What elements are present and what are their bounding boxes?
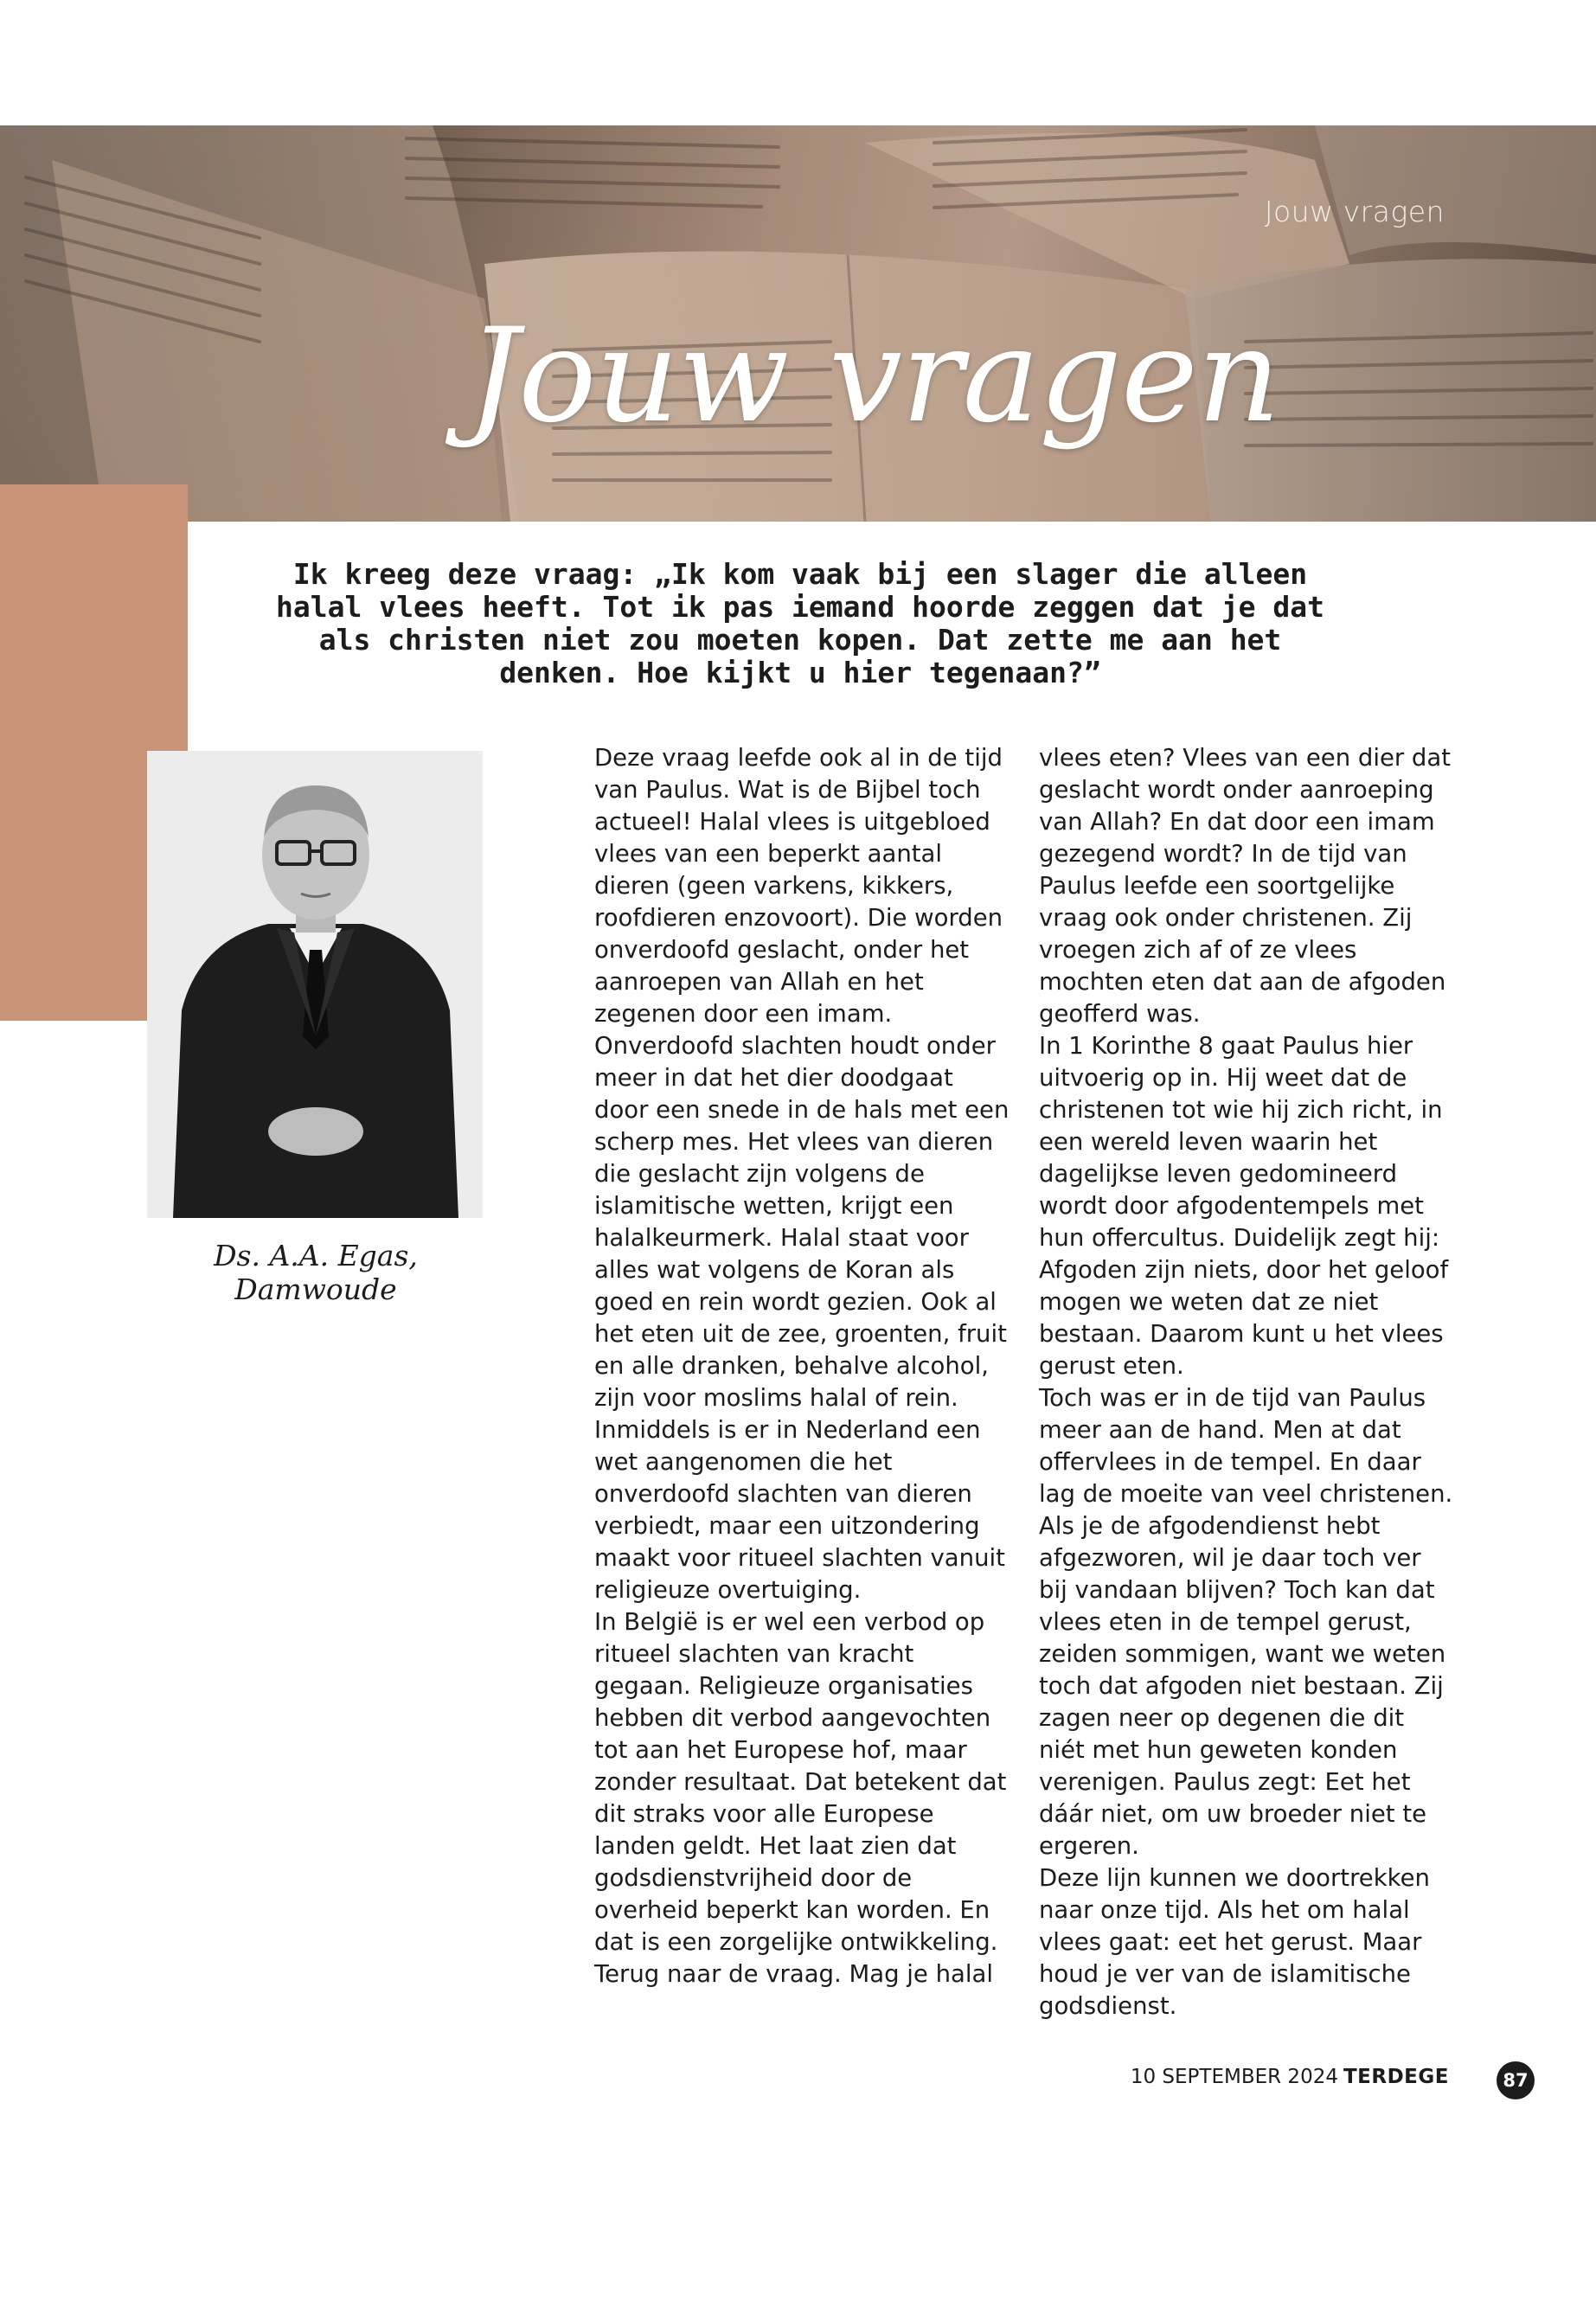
paragraph: Inmiddels is er in Nederland een wet aangenomen die het onverdoofd slachten van dieren verbiedt, maar een uitzondering maakt voor ritueel slachten vanuit religieuze overtuiging. [594, 1416, 1005, 1604]
page-title: Jouw vragen [467, 301, 1280, 452]
issue-date: 10 SEPTEMBER 2024 [1130, 2066, 1338, 2088]
paragraph: In 1 Korinthe 8 gaat Paulus hier uitvoerig op in. Hij weet dat de christenen tot wie hij zich richt, in een wereld leven waarin het dagelijkse leven gedomineerd wordt door afgodentempels met hun offercultus. Duidelijk zegt hij: Afgoden zijn niets, door het geloof mogen we weten dat ze niet bestaan. Daarom kunt u het vlees gerust eten. [1039, 1032, 1449, 1380]
page-number: 87 [1497, 2061, 1535, 2099]
magazine-name: TERDEGE [1343, 2066, 1449, 2088]
paragraph: Deze lijn kunnen we doortrekken naar onze tijd. Als het om halal vlees gaat: eet het gerust. Maar houd je ver van de islamitische godsdienst. [1039, 1864, 1430, 2020]
page-footer [1107, 2066, 1449, 2088]
paragraph: Toch was er in de tijd van Paulus meer aan de hand. Men at dat offervlees in de tempel. En daar lag de moeite van veel christenen. Als je de afgodendienst hebt afgezworen, wil je daar toch ver bij vandaan blijven? Toch kan dat vlees eten in de tempel gerust, zeiden sommigen, want we weten toch dat afgoden niet bestaan. Zij zagen neer op degenen die dit niét met hun geweten konden verenigen. Paulus zegt: Eet het dáár niet, om uw broeder niet te ergeren. [1039, 1384, 1453, 1860]
article-column-1 [594, 742, 1010, 1990]
paragraph: vlees eten? Vlees van een dier dat geslacht wordt onder aanroeping van Allah? En dat door een imam gezegend wordt? In de tijd van Paulus leefde een soortgelijke vraag ook onder christenen. Zij vroegen zich af of ze vlees mochten eten dat aan de afgoden geofferd was. [1039, 744, 1452, 1028]
header-banner [0, 125, 1596, 522]
reader-question: Ik kreeg deze vraag: „Ik kom vaak bij een slager die alleen halal vlees heeft. Tot ik pas iemand hoorde zeggen dat je dat als christen niet zou moeten kopen. Dat zette me aan het denken. Hoe kijkt u hier tegenaan?” [276, 557, 1324, 689]
paragraph: Terug naar de vraag. Mag je halal [594, 1960, 993, 1988]
author-caption: Ds. A.A. Egas, Damwoude [214, 1239, 418, 1306]
paragraph: In België is er wel een verbod op ritueel slachten van kracht gegaan. Religieuze organisaties hebben dit verbod aangevochten tot aan het Europese hof, maar zonder resultaat. Dat betekent dat dit straks voor alle Europese landen geldt. Het laat zien dat godsdienstvrijheid door de overheid beperkt kan worden. En dat is een zorgelijke ontwikkeling. [594, 1608, 1007, 1956]
paragraph: Deze vraag leefde ook al in de tijd van Paulus. Wat is de Bijbel toch actueel! Halal vlees is uitgebloed vlees van een beperkt aantal dieren (geen varkens, kikkers, roofdieren enzovoort). Die worden onverdoofd geslacht, onder het aanroepen van Allah en het zegenen door een imam. Onverdoofd slachten houdt onder meer in dat het dier doodgaat door een snede in de hals met een scherp mes. Het vlees van dieren die geslacht zijn volgens de islamitische wetten, krijgt een halalkeurmerk. Halal staat voor alles wat volgens de Koran als goed en rein wordt gezien. Ook al het eten uit de zee, groenten, fruit en alle dranken, behalve alcohol, zijn voor moslims halal of rein. [594, 744, 1010, 1412]
author-photo [147, 751, 483, 1218]
article-column-2 [1039, 742, 1454, 2022]
author-portrait-image [147, 751, 483, 1218]
section-label: Jouw vragen [1264, 195, 1445, 228]
